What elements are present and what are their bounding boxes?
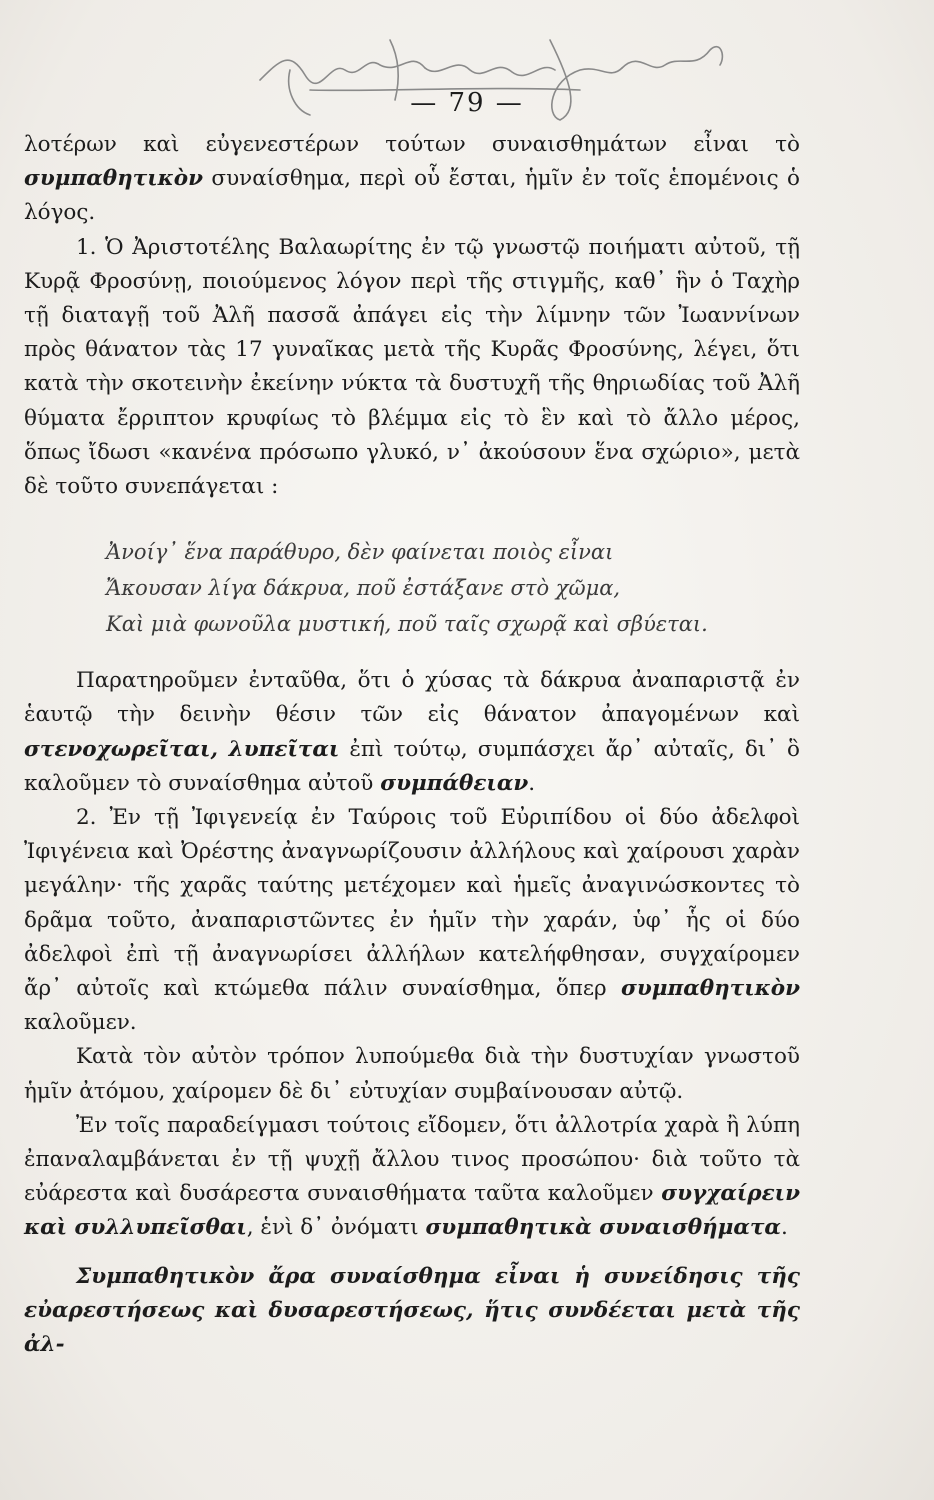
paragraph-3 xyxy=(24,801,800,1040)
paragraph-0 xyxy=(24,128,800,231)
definition-paragraph: Συμπαθητικὸν ἄρα συναίσθημα εἶναι ἡ συνείδησις τῆς εὐαρεστήσεως καὶ δυσαρεστήσεως, ἥτις συνδέεται μετὰ τῆς ἀλ- xyxy=(24,1263,800,1358)
paragraph-3-c: καλοῦμεν. xyxy=(24,1010,137,1036)
paragraph-2-e: . xyxy=(528,770,536,796)
poem-quote xyxy=(106,534,800,642)
poem-line: Καὶ μιὰ φωνοῦλα μυστική, ποῦ ταῖς σχωρᾷ καὶ σβύεται. xyxy=(106,612,708,637)
paragraph-0-a: λοτέρων καὶ εὐγενεστέρων τούτων συναισθημάτων εἶναι τὸ xyxy=(24,132,800,157)
emphasis-distress: στενοχωρεῖται, λυπεῖται xyxy=(24,736,340,762)
emphasis-sympathetic: συμπαθητικὸν xyxy=(24,166,204,192)
page-number: — 79 — xyxy=(410,88,524,118)
paragraph-5-a: Ἐν τοῖς παραδείγμασι τούτοις εἴδομεν, ὅτι ἀλλοτρία χαρὰ ἢ λύπη ἐπαναλαμβάνεται ἐν τῇ ψυχῇ ἄλλου τινος προσώπου· διὰ τοῦτο τὰ εὐάρεστα καὶ δυσάρεστα συναισθήματα ταῦτα καλοῦμεν xyxy=(24,1112,800,1207)
paragraph-2-c: ἐπὶ τούτῳ, συμπάσχει ἄρ᾿ αὐταῖς, δι᾿ ὃ καλοῦμεν τὸ συναίσθημα αὐτοῦ xyxy=(24,736,800,796)
paragraph-5-e: . xyxy=(780,1215,788,1241)
emphasis-sympathetic-2: συμπαθητικὸν xyxy=(620,976,800,1002)
paragraph-2-a: Παρατηροῦμεν ἐνταῦθα, ὅτι ὁ χύσας τὰ δάκρυα ἀναπαριστᾷ ἐν ἑαυτῷ τὴν δεινὴν θέσιν τῶν εἰς θάνατον ἀπαγομένων καὶ xyxy=(24,668,800,728)
spacer xyxy=(24,1246,800,1260)
body-text xyxy=(24,128,800,1362)
emphasis-sympathy: συμπάθειαν xyxy=(380,770,529,796)
paragraph-0-c: συναίσθημα, περὶ οὗ ἔσται, ἡμῖν ἐν τοῖς ἑπομένοις ὁ λόγος. xyxy=(24,166,800,226)
paragraph-5-c: , ἑνὶ δ᾿ ὀνόματι xyxy=(246,1215,426,1241)
poem-line: Ἄκουσαν λίγα δάκρυα, ποῦ ἐστάξανε στὸ χῶμα, xyxy=(106,576,621,601)
paragraph-4: Κατὰ τὸν αὐτὸν τρόπον λυπούμεθα διὰ τὴν δυστυχίαν γνωστοῦ ἡμῖν ἀτόμου, χαίρομεν δὲ δι᾿ εὐτυχίαν συμβαίνουσαν αὐτῷ. xyxy=(24,1044,800,1104)
paragraph-2 xyxy=(24,664,800,801)
emphasis-sympathetic-feelings: συμπαθητικὰ συναισθήματα xyxy=(425,1215,781,1241)
paragraph-3-a: 2. Ἐν τῇ Ἰφιγενείᾳ ἐν Ταύροις τοῦ Εὐριπίδου οἱ δύο ἀδελφοὶ Ἰφιγένεια καὶ Ὀρέστης ἀναγνωρίζουσιν ἀλλήλους καὶ χαίρουσι χαρὰν μεγάλην· τῆς χαρᾶς ταύτης μετέχομεν καὶ ἡμεῖς ἀναγινώσκοντες τὸ δρᾶμα τοῦτο, ἀναπαριστῶντες ἐν ἡμῖν τὴν χαράν, ὑφ᾿ ἧς οἱ δύο ἀδελφοὶ ἐπὶ τῇ ἀναγνωρίσει ἀλλήλων κατελήφθησαν, συγχαίρομεν ἄρ᾿ αὐτοῖς καὶ κτώμεθα πάλιν συναίσθημα, ὅπερ xyxy=(24,805,800,1002)
paragraph-5 xyxy=(24,1109,800,1246)
paragraph-1: 1. Ὁ Ἀριστοτέλης Βαλαωρίτης ἐν τῷ γνωστῷ ποιήματι αὐτοῦ, τῇ Κυρᾷ Φροσύνῃ, ποιούμενος λόγον περὶ τῆς στιγμῆς, καθ᾿ ἣν ὁ Ταχὴρ τῇ διαταγῇ τοῦ Ἀλῆ πασσᾶ ἀπάγει εἰς τὴν λίμνην τῶν Ἰωαννίνων πρὸς θάνατον τὰς 17 γυναῖκας μετὰ τῆς Κυρᾶς Φροσύνης, λέγει, ὅτι κατὰ τὴν σκοτεινὴν ἐκείνην νύκτα τὰ δυστυχῆ τῆς θηριωδίας τοῦ Ἀλῆ θύματα ἔρριπτον κρυφίως τὸ βλέμμα εἰς τὸ ἓν καὶ τὸ ἄλλο μέρος, ὅπως ἴδωσι «κανένα πρόσωπο γλυκό, ν᾿ ἀκούσουν ἕνα σχώριο», μετὰ δὲ τοῦτο συνεπάγεται : xyxy=(24,234,800,500)
poem-line: Ἀνοίγ᾿ ἕνα παράθυρο, δὲν φαίνεται ποιὸς εἶναι xyxy=(106,540,614,565)
emphasis-rejoice-grieve: συγχαίρειν καὶ συλλυπεῖσθαι xyxy=(24,1181,800,1241)
